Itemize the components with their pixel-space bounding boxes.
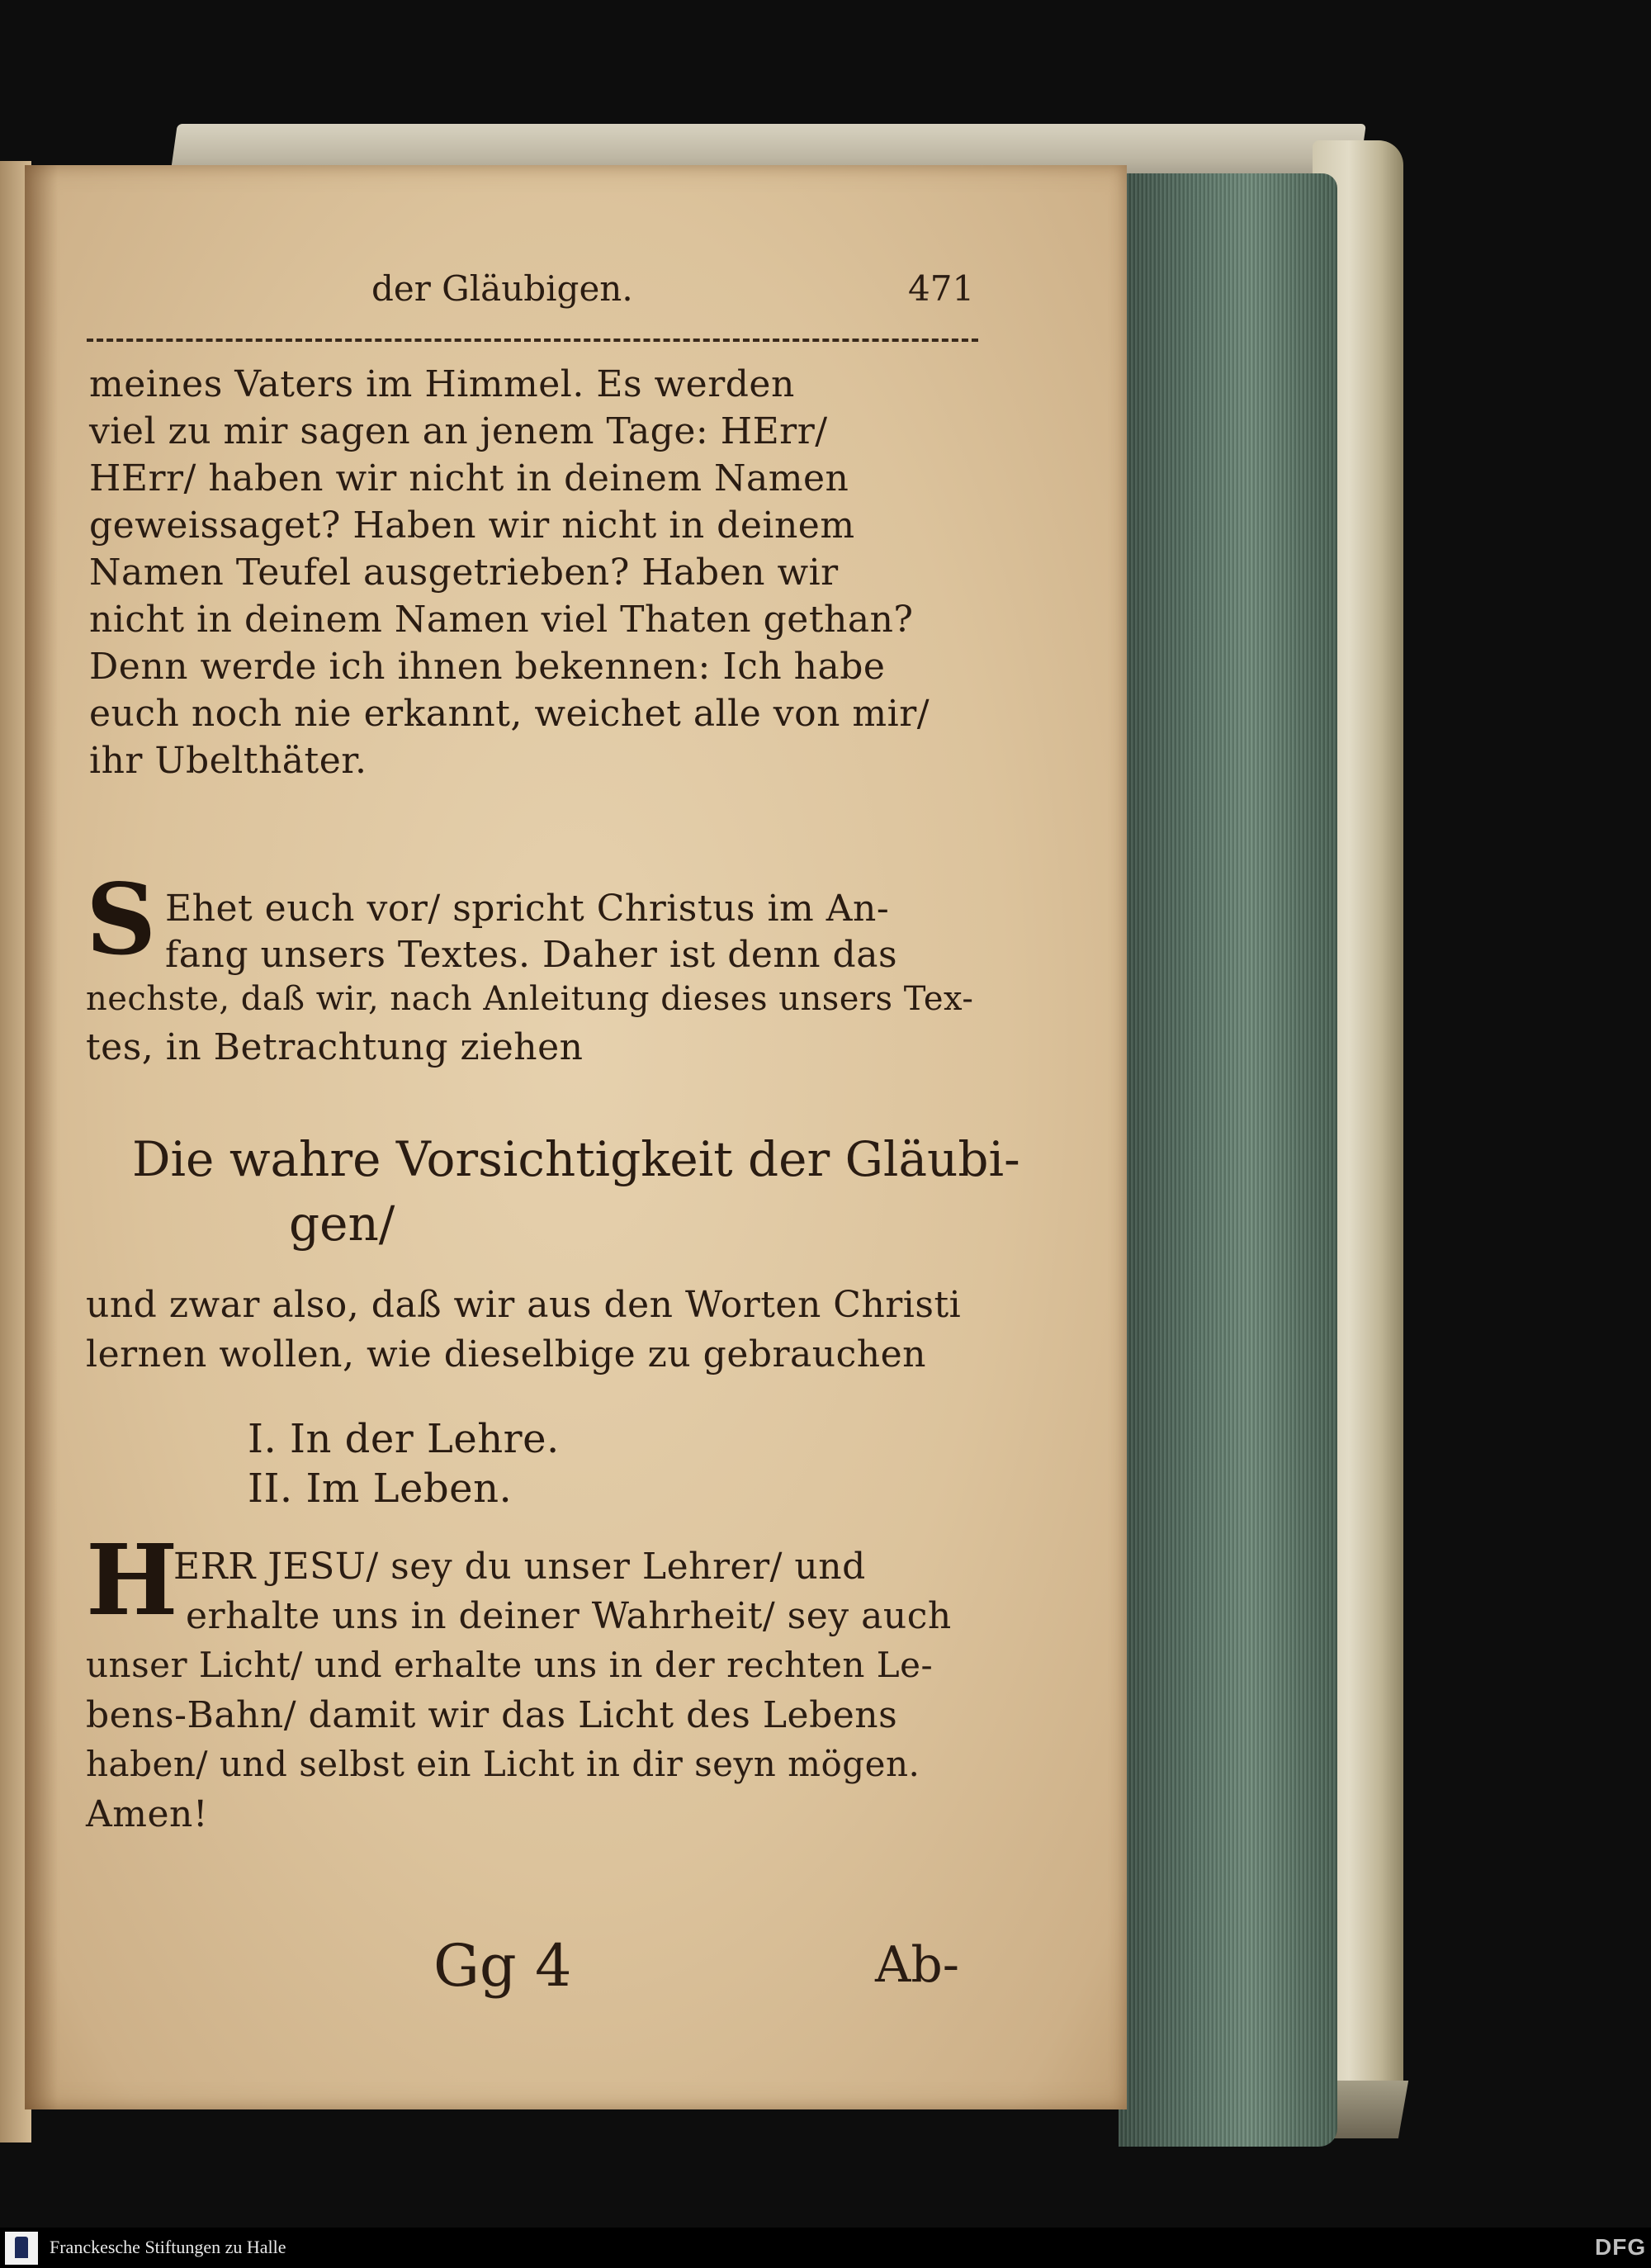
paragraph-1-line: nicht in deinem Namen viel Thaten gethan?	[89, 599, 914, 641]
point-item: I. In der Lehre.	[248, 1416, 560, 1462]
gutter-shadow	[25, 165, 58, 2109]
prayer-line: bens-Bahn/ damit wir das Licht des Lebens	[86, 1694, 898, 1736]
prayer-line: erhalte uns in deiner Wahrheit/ sey auch	[186, 1595, 952, 1637]
page-edges	[1119, 173, 1337, 2147]
prayer-line: unser Licht/ und erhalte uns in der rechten Le-	[86, 1645, 934, 1685]
paragraph-2-line: nechste, daß wir, nach Anleitung dieses unsers Tex-	[86, 980, 974, 1018]
paragraph-1-line: geweissaget? Haben wir nicht in deinem	[89, 504, 855, 547]
paragraph-3-line: lernen wollen, wie dieselbige zu gebrauchen	[86, 1333, 926, 1375]
drop-initial: S	[86, 862, 157, 977]
running-head: der Gläubigen.	[371, 268, 633, 309]
prayer-line: haben/ und selbst ein Licht in dir seyn mögen.	[86, 1744, 920, 1784]
dfg-logo: DFG	[1595, 2234, 1647, 2260]
paragraph-1-line: Namen Teufel ausgetrieben? Haben wir	[89, 552, 839, 594]
prayer-line: ERR JESU/ sey du unser Lehrer/ und	[173, 1546, 866, 1588]
institution-name: Franckesche Stiftungen zu Halle	[50, 2237, 286, 2257]
paragraph-1-line: HErr/ haben wir nicht in deinem Namen	[89, 457, 849, 500]
page-number: 471	[908, 268, 975, 309]
paragraph-1-line: Denn werde ich ihnen bekennen: Ich habe	[89, 646, 886, 688]
paragraph-2-line: tes, in Betrachtung ziehen	[86, 1026, 584, 1068]
point-item: II. Im Leben.	[248, 1465, 513, 1512]
paragraph-1-line: euch noch nie erkannt, weichet alle von mir/	[89, 693, 930, 735]
paragraph-1-line: viel zu mir sagen an jenem Tage: HErr/	[89, 410, 828, 452]
section-heading: gen/	[289, 1196, 395, 1252]
paragraph-3-line: und zwar also, daß wir aus den Worten Christi	[86, 1284, 962, 1326]
paragraph-1-line: ihr Ubelthäter.	[89, 740, 367, 782]
paragraph-2-line: Ehet euch vor/ spricht Christus im An-	[165, 888, 890, 930]
prayer-line: Amen!	[86, 1793, 209, 1835]
paragraph-2-line: fang unsers Textes. Daher ist denn das	[165, 934, 898, 976]
catchword: Ab-	[875, 1936, 960, 1994]
head-rule	[87, 339, 978, 342]
institution-logo-icon	[5, 2232, 38, 2265]
signature-mark: Gg 4	[433, 1932, 572, 2000]
section-heading: Die wahre Vorsichtigkeit der Gläubi-	[132, 1131, 1020, 1187]
drop-initial: H	[86, 1522, 178, 1637]
paragraph-1-line: meines Vaters im Himmel. Es werden	[89, 363, 795, 405]
